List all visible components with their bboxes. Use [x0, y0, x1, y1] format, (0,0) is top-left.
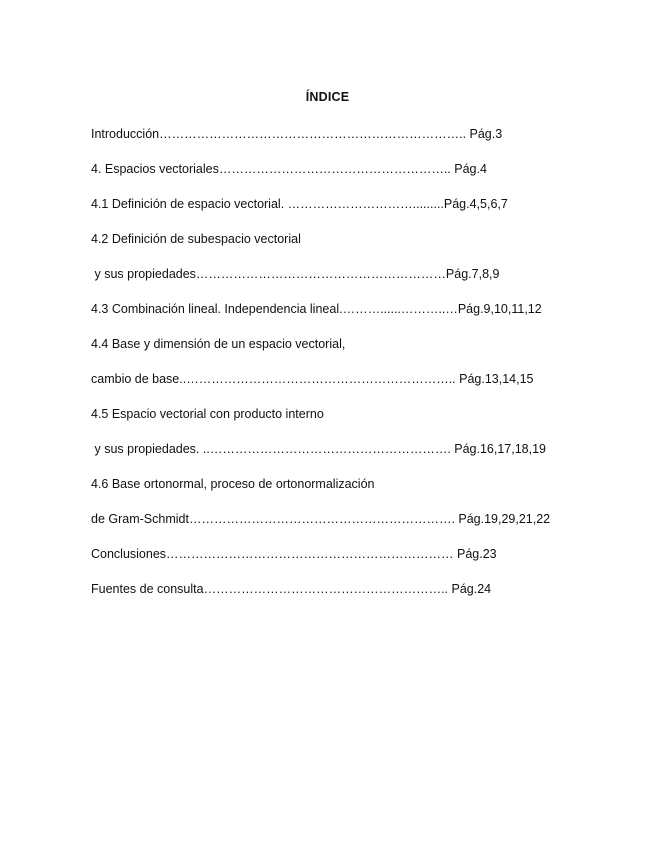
page-title: ÍNDICE: [305, 90, 350, 104]
toc-entry-subespacio-line1: 4.2 Definición de subespacio vectorial: [91, 232, 301, 246]
toc-entry-definicion-espacio: 4.1 Definición de espacio vectorial. ………………………….........Pág.4,5,6,7: [91, 197, 508, 211]
toc-entry-espacios-vectoriales: 4. Espacios vectoriales……………………………………………….. Pág.4: [91, 162, 487, 176]
toc-entry-introduccion: Introducción……………………………………………………………….. Pág.3: [91, 127, 503, 141]
toc-entry-combinacion-lineal: 4.3 Combinación lineal. Independencia lineal.………......………..…Pág.9,10,11,12: [91, 302, 542, 316]
toc-entry-base-ortonormal-line1: 4.6 Base ortonormal, proceso de ortonormalización: [91, 477, 375, 491]
toc-entry-producto-interno-line2: y sus propiedades. ..…………………………………………………. Pág.16,17,18,19: [91, 442, 547, 456]
toc-entry-fuentes: Fuentes de consulta………………………………………………….. Pág.24: [91, 582, 492, 596]
toc-entry-producto-interno-line1: 4.5 Espacio vectorial con producto interno: [91, 407, 324, 421]
toc-entry-base-dimension-line1: 4.4 Base y dimensión de un espacio vectorial,: [91, 337, 346, 351]
toc-entry-subespacio-line2: y sus propiedades……………………………………………………Pág.7,8,9: [91, 267, 500, 281]
toc-entry-base-dimension-line2: cambio de base..……………………………………………………….. Pág.13,14,15: [91, 372, 534, 386]
toc-entry-base-ortonormal-line2: de Gram-Schmidt………………………………………………………. Pág.19,29,21,22: [91, 512, 551, 526]
toc-entry-conclusiones: Conclusiones…………………………………………………………… Pág.23: [91, 547, 497, 561]
